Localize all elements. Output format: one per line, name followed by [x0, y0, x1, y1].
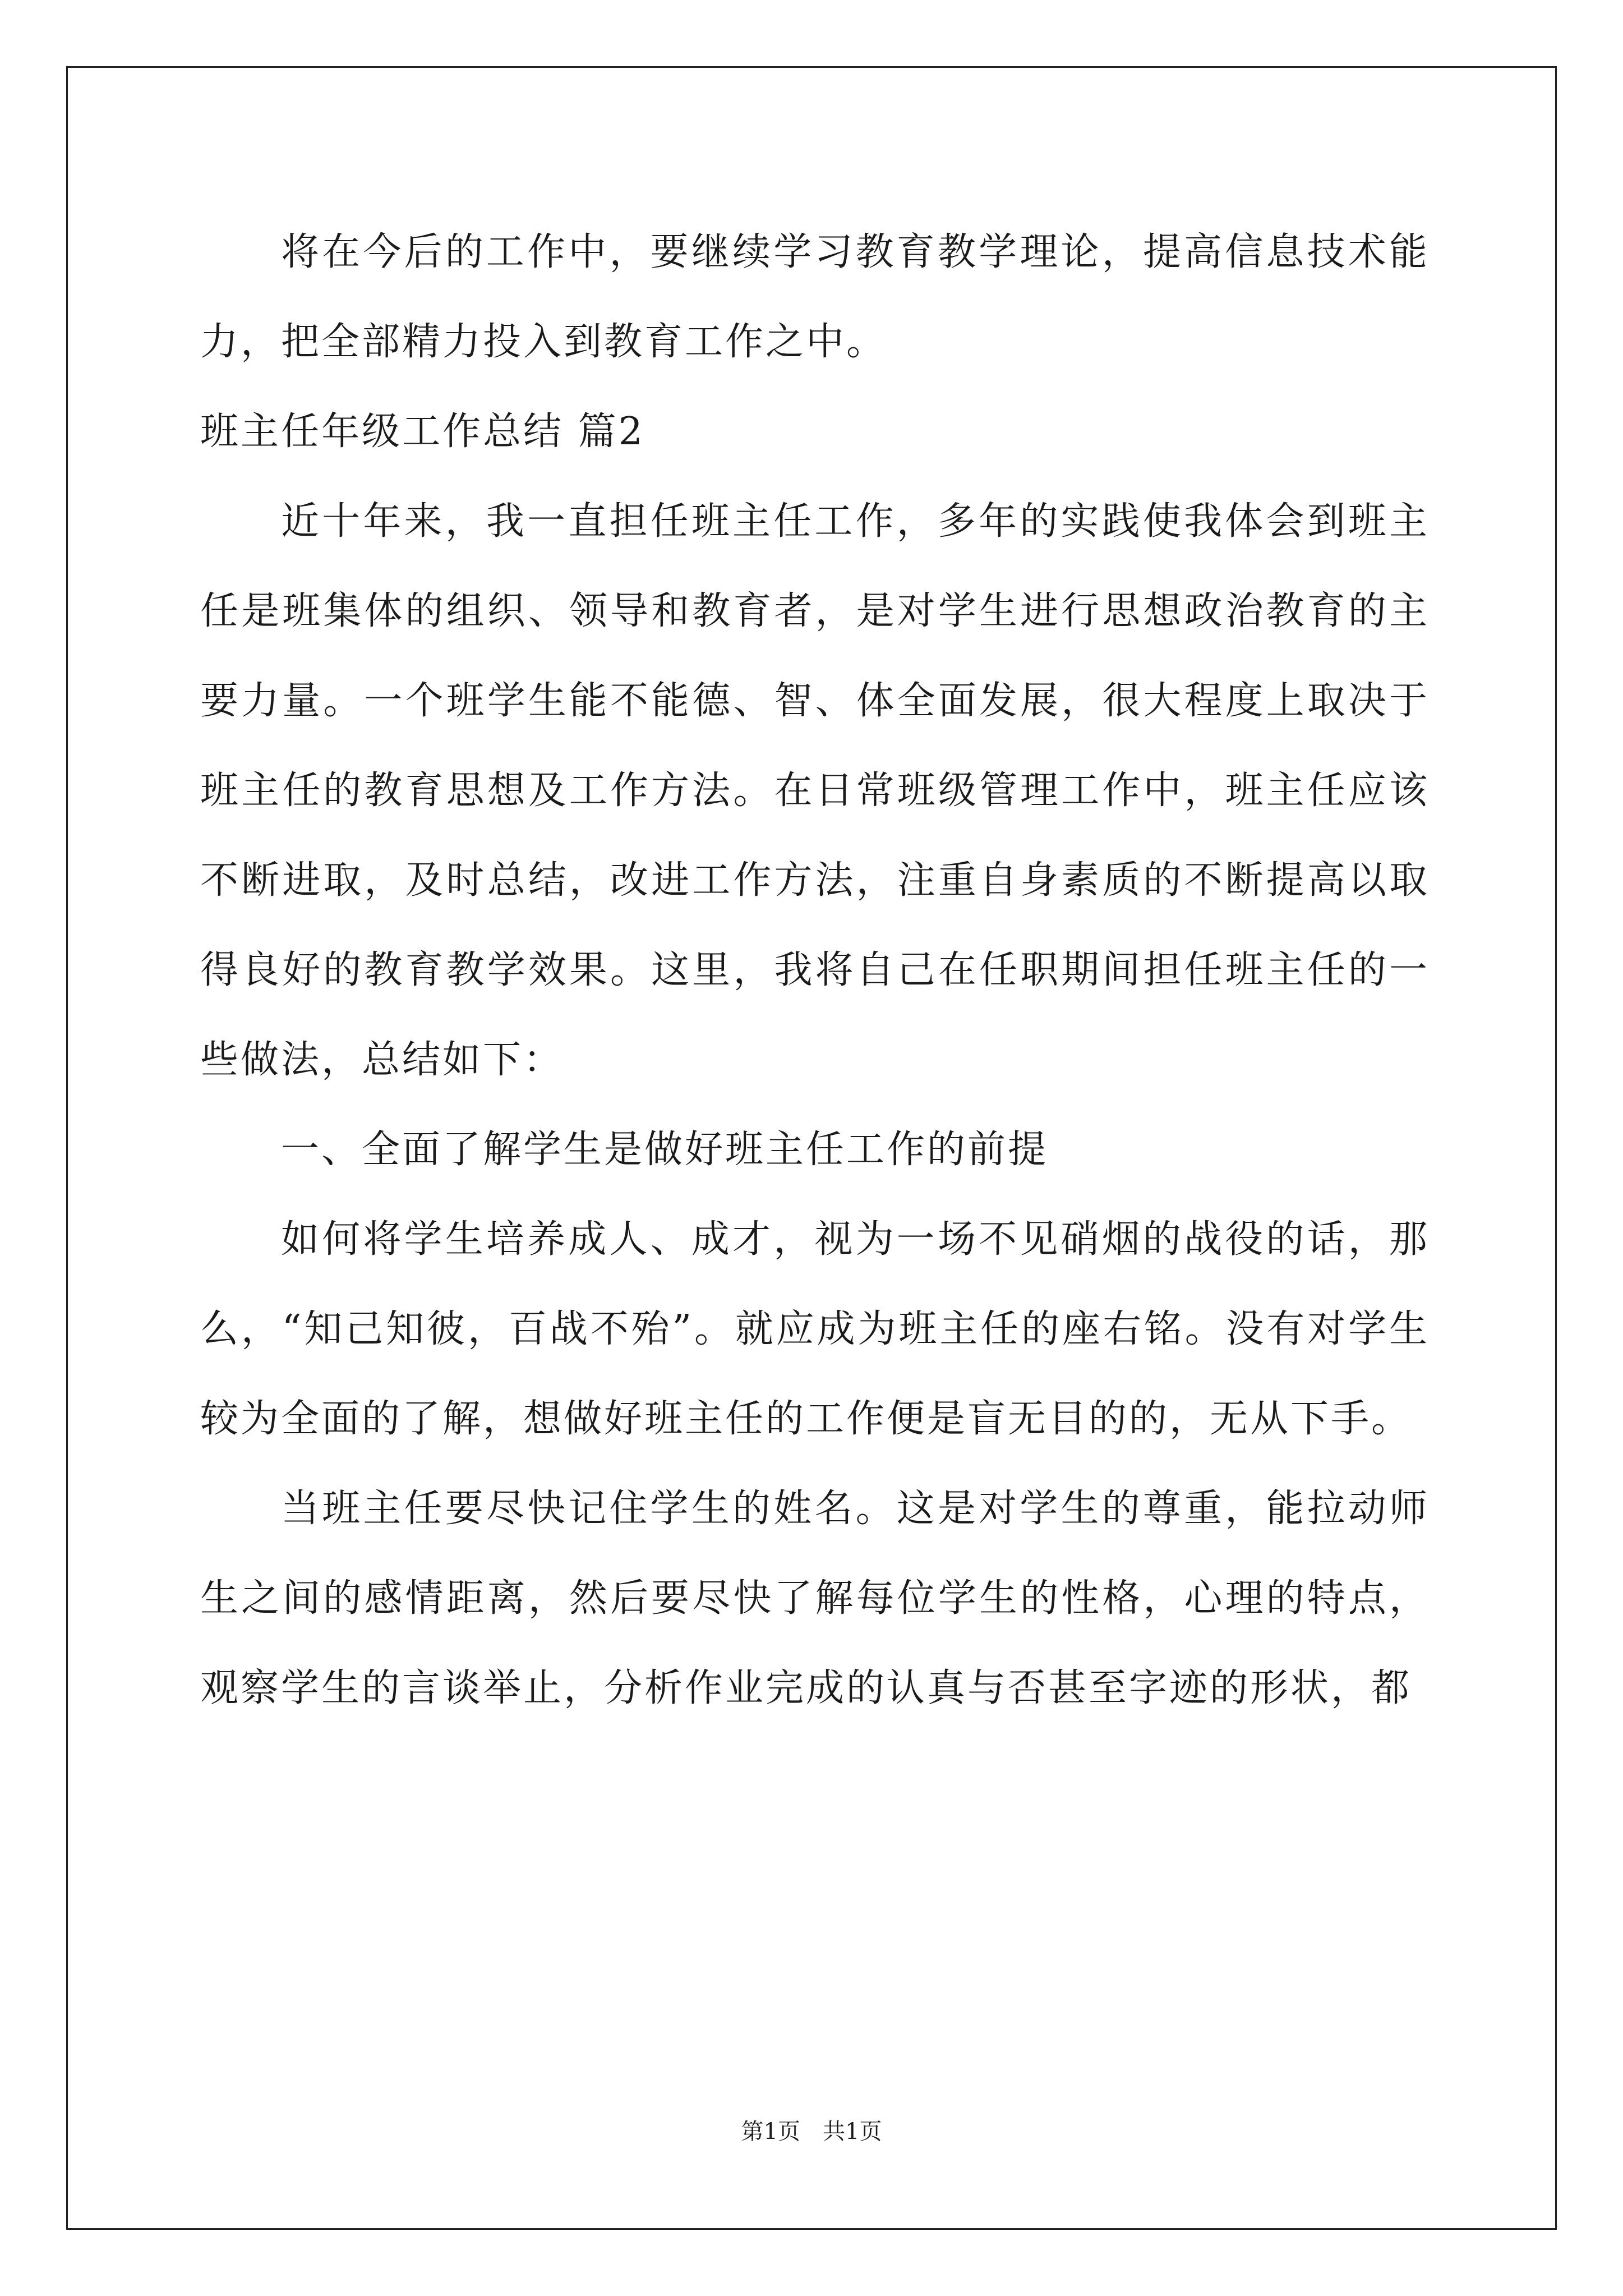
subheading-one: 一、全面了解学生是做好班主任工作的前提: [281, 1128, 1049, 1172]
paragraph-names: 当班主任要尽快记住学生的姓名。这是对学生的尊重，能拉动师生之间的感情距离，然后要尽快了解每位学生的性格，心理的特点，观察学生的言谈举止，分析作业完成的认真与否甚至字迹的形状，都: [200, 1487, 1430, 1710]
paragraph-closing: 将在今后的工作中，要继续学习教育教学理论，提高信息技术能力，把全部精力投入到教育工作之中。: [200, 230, 1430, 364]
page-number-footer: 第1页 共1页: [741, 2119, 882, 2145]
paragraph-understanding: 如何将学生培养成人、成才，视为一场不见硝烟的战役的话，那么，“知己知彼，百战不殆”。就应成为班主任的座右铭。没有对学生较为全面的了解，想做好班主任的工作便是盲无目的的，无从下手。: [200, 1217, 1430, 1441]
paragraph-intro: 近十年来，我一直担任班主任工作，多年的实践使我体会到班主任是班集体的组织、领导和教育者，是对学生进行思想政治教育的主要力量。一个班学生能不能德、智、体全面发展，很大程度上取决于班主任的教育思想及工作方法。在日常班级管理工作中，班主任应该不断进取，及时总结，改进工作方法，注重自身素质的不断提高以取得良好的教育教学效果。这里，我将自己在任职期间担任班主任的一些做法，总结如下：: [200, 499, 1430, 1082]
section-heading: 班主任年级工作总结 篇2: [200, 409, 645, 454]
document-body: [200, 208, 1430, 1733]
